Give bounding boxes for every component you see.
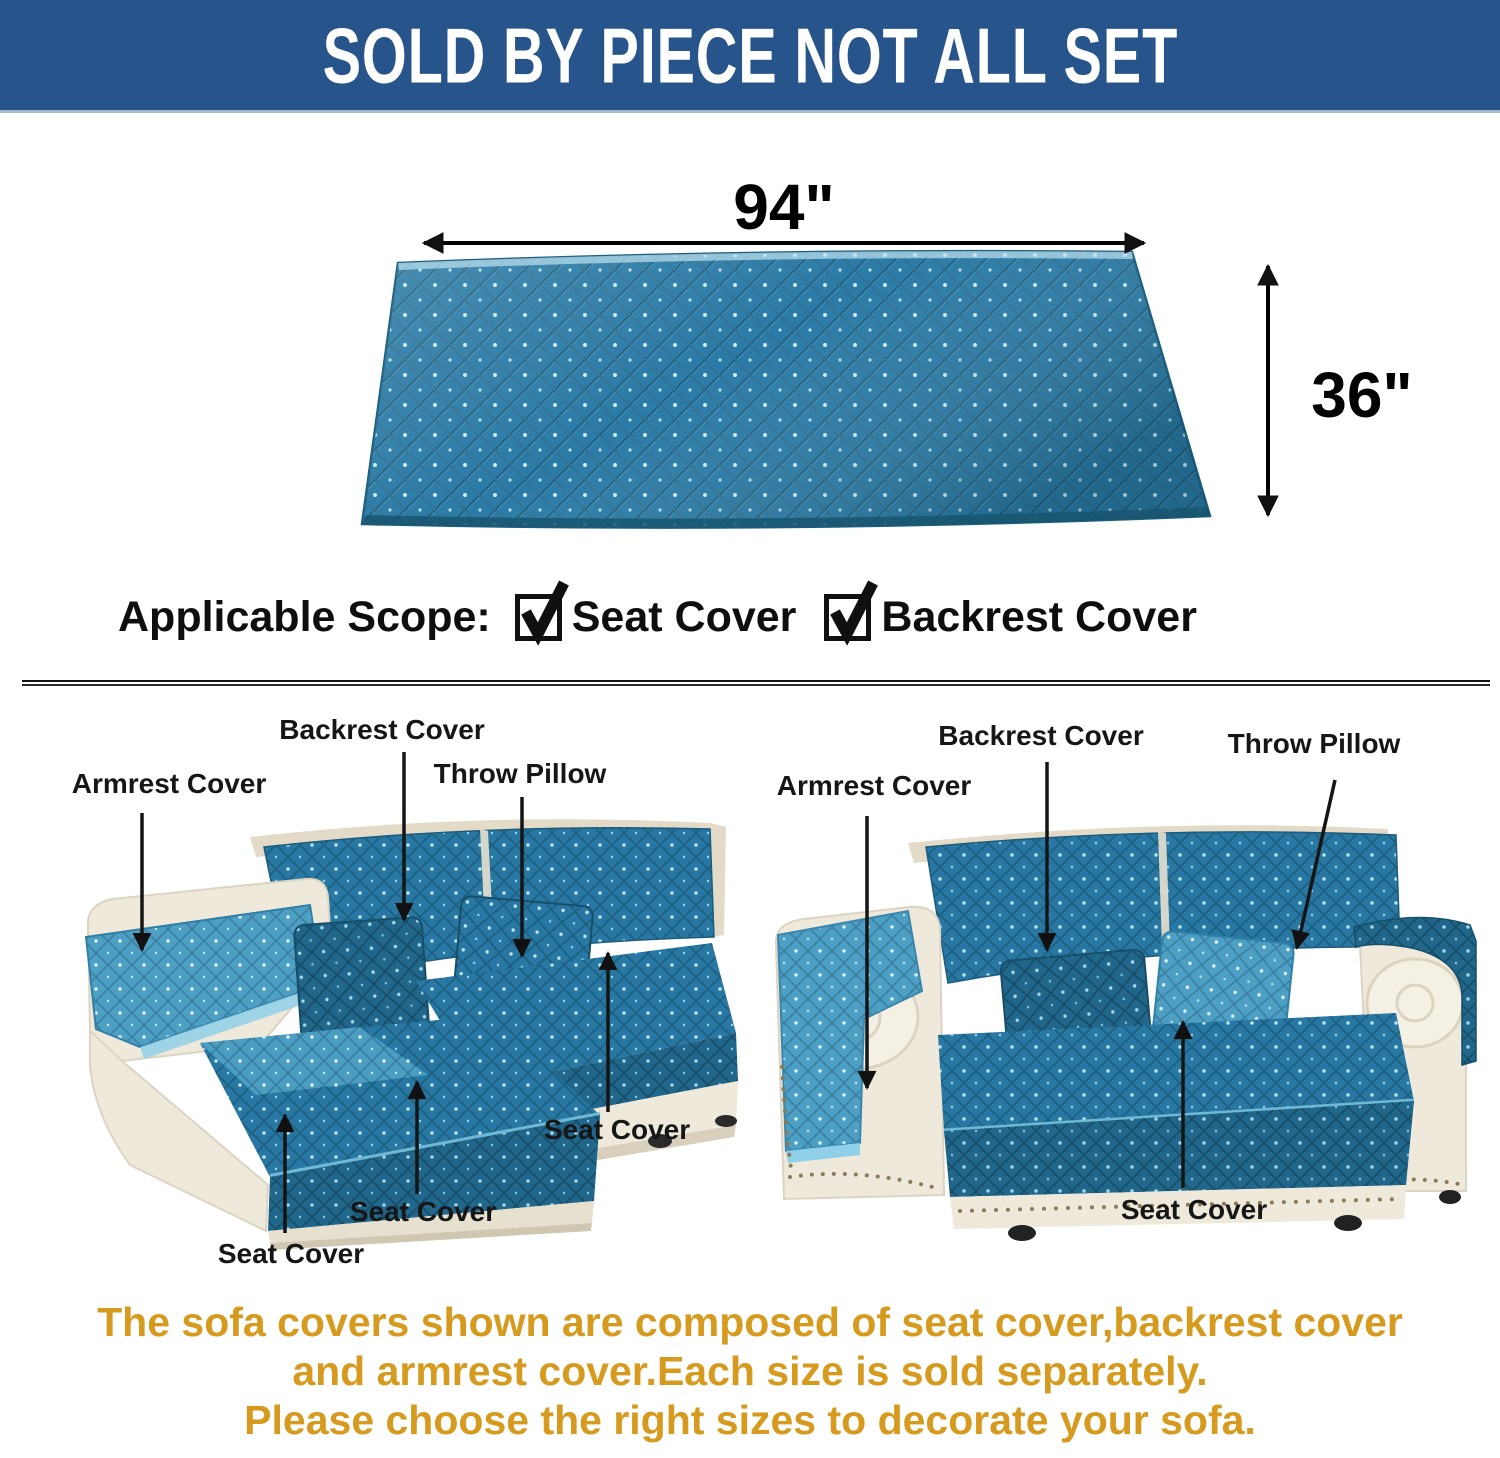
sectional-sofa-illustration	[86, 819, 738, 1250]
checkbox-checked-icon	[515, 594, 562, 641]
left-backrest-cover-label: Backrest Cover	[279, 714, 485, 745]
footer-note-line-2: and armrest cover.Each size is sold separately.	[292, 1348, 1208, 1394]
left-throw-pillow-label: Throw Pillow	[433, 758, 607, 789]
applicable-scope-title: Applicable Scope:	[118, 593, 491, 641]
scope-item-seat-cover: Seat Cover	[571, 593, 797, 641]
footer-note-line-3: Please choose the right sizes to decorate your sofa.	[244, 1397, 1256, 1443]
height-dimension-label: 36"	[1311, 359, 1413, 431]
left-seat-cover-label-2: Seat Cover	[349, 1196, 497, 1227]
left-armrest-cover-label: Armrest Cover	[71, 768, 267, 799]
section-divider	[22, 680, 1490, 686]
footer-note	[0, 1298, 1500, 1445]
width-dimension-label: 94"	[733, 171, 835, 243]
fabric-swatch	[362, 251, 1210, 527]
left-seat-cover-label-3: Seat Cover	[543, 1114, 691, 1145]
top-banner	[0, 0, 1500, 113]
right-seat-cover-label: Seat Cover	[1120, 1194, 1268, 1225]
right-armrest-cover-label: Armrest Cover	[776, 770, 972, 801]
footer-note-line-1: The sofa covers shown are composed of seat cover,backrest cover	[97, 1299, 1403, 1345]
scope-item-backrest-cover: Backrest Cover	[881, 593, 1197, 641]
sofa-illustration	[776, 825, 1476, 1241]
banner-title: SOLD BY PIECE NOT ALL SET	[322, 11, 1178, 99]
right-backrest-cover-label: Backrest Cover	[938, 720, 1144, 751]
applicable-scope-row	[118, 593, 1219, 642]
left-seat-cover-label-1: Seat Cover	[217, 1238, 365, 1269]
right-throw-pillow-label: Throw Pillow	[1227, 728, 1401, 759]
checkbox-checked-icon	[824, 594, 871, 641]
